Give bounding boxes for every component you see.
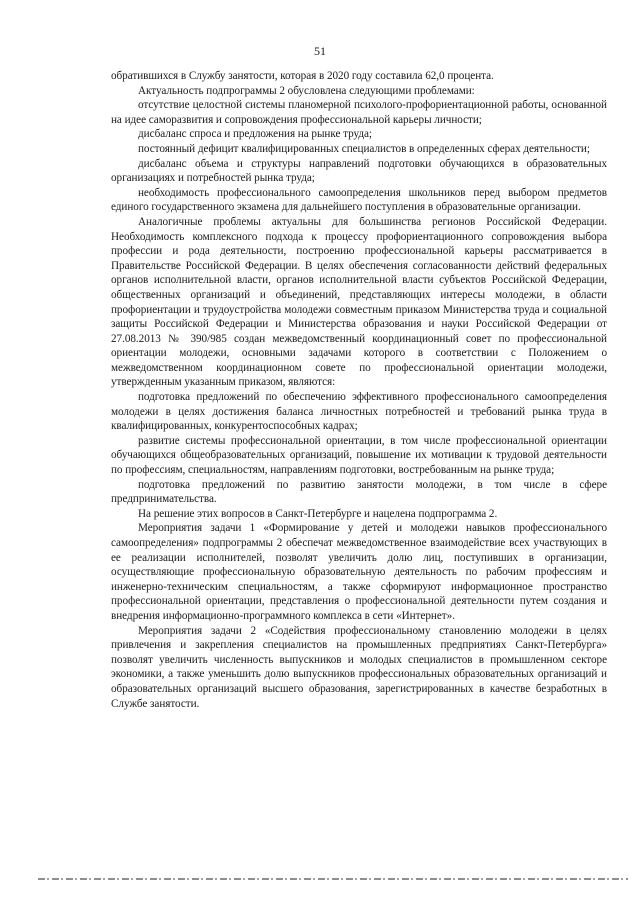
paragraph-continuation: обратившихся в Службу занятости, которая в 2020 году составила 62,0 процента. — [111, 70, 494, 82]
paragraph-task-3: подготовка предложений по развитию занятости молодежи, в том числе в сфере предпринимательства. — [111, 478, 607, 506]
paragraph-problem-3: постоянный дефицит квалифицированных специалистов в определенных сферах деятельности; — [138, 142, 590, 155]
paragraph-problem-2: дисбаланс спроса и предложения на рынке труда; — [138, 128, 372, 141]
paragraph-task-1: подготовка предложений по обеспечению эффективного профессионального самоопределения молодежи в целях достижения баланса личностных потребностей и требований рынка труда в квалифицированных, конкурентоспособных кадрах; — [111, 391, 607, 433]
paragraph-spb-solution: На решение этих вопросов в Санкт-Петербурге и нацелена подпрограмма 2. — [138, 507, 498, 520]
scan-edge-line — [38, 878, 628, 880]
paragraph-measures-task-1: Мероприятия задачи 1 «Формирование у детей и молодежи навыков профессионального самоопределения» подпрограммы 2 обеспечат межведомственное взаимодействие всех участвующих в ее реализации исполнителей, позволят увеличить долю лиц, поступивших в организации, осуществляющие профессиональную образовательную деятельность по рабочим профессиям и инженерно-техническим специальностям, а также сформируют информационное пространство профессиональной ориентации, представления о профессиональной деятельности путем создания и внедрения информационно-программного комплекса в сети «Интернет». — [111, 522, 607, 622]
paragraph-problem-4: дисбаланс объема и структуры направлений подготовки обучающихся в образовательных организациях и потребностей рынка труда; — [111, 157, 607, 185]
paragraph-measures-task-2: Мероприятия задачи 2 «Содействия профессиональному становлению молодежи в целях привлечения и закрепления специалистов на промышленных предприятиях Санкт-Петербурга» позволят увеличить численность выпускников и молодых специалистов в промышленном секторе экономики, а также уменьшить долю выпускников профессиональных образовательных организаций и образовательных организаций высшего образования, зарегистрированных в качестве безработных в Службе занятости. — [111, 624, 607, 710]
document-body — [111, 69, 607, 711]
paragraph-problem-1: отсутствие целостной системы планомерной психолого-профориентационной работы, основанной на идее саморазвития и сопровождения профессиональной карьеры личности; — [111, 99, 607, 126]
paragraph-task-2: развитие системы профессиональной ориентации, в том числе профессиональной ориентации обучающихся общеобразовательных организаций, повышение их мотивации к трудовой деятельности по профессиям, специальностям, направлениям подготовки, востребованным на рынке труда; — [111, 434, 607, 477]
paragraph-relevance-intro: Актуальность подпрограммы 2 обусловлена следующими проблемами: — [138, 84, 475, 97]
paragraph-problem-5: необходимость профессионального самоопределения школьников перед выбором предметов единого государственного экзамена для дальнейшего поступления в образовательные организации. — [111, 186, 607, 214]
paragraph-regional-problems: Аналогичные проблемы актуальны для большинства регионов Российской Федерации. Необходимость комплексного подхода к процессу профориентационного сопровождения выбора профессии и рода деятельности, построению профессиональной карьеры рассматривается в Правительстве Российской Федерации. В целях обеспечения согласованности действий федеральных органов исполнительной власти, органов исполнительной власти субъектов Российской Федерации, общественных организаций и объединений, представляющих интересы молодежи, в области профориентации и трудоустройства молодежи совместным приказом Министерства труда и социальной защиты Российской Федерации и Министерства образования и науки Российской Федерации от 27.08.2013 № 390/985 создан межведомственный координационный совет по профессиональной ориентации молодежи, основными задачами которого в соответствии с Положением о межведомственном координационном совете по профессиональной ориентации молодежи, утвержденным указанным приказом, являются: — [111, 215, 607, 389]
page-number: 51 — [314, 44, 326, 58]
